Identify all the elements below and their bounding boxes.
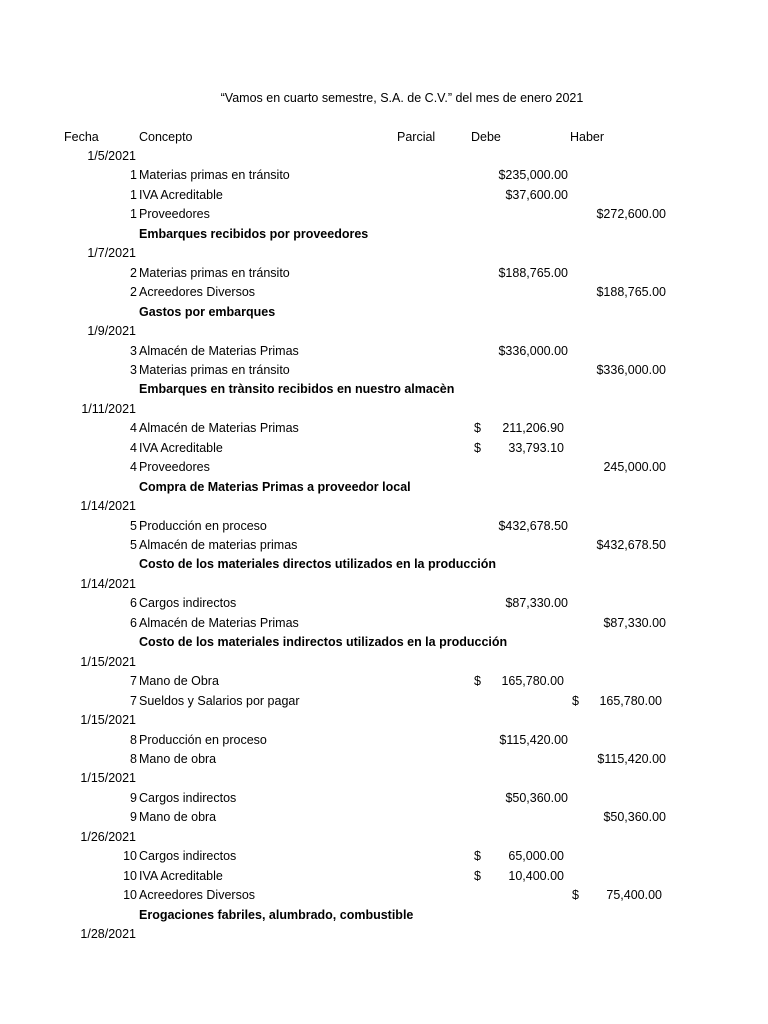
- debit-amount: 65,000.00: [508, 849, 564, 864]
- credit-currency-sign: $: [572, 693, 579, 708]
- date-row: [0, 653, 768, 673]
- credit-amount: $336,000.00: [596, 362, 666, 377]
- journal-row: [0, 166, 768, 186]
- account-name: Cargos indirectos: [139, 596, 237, 611]
- journal-row: [0, 186, 768, 206]
- entry-number: 6: [130, 615, 137, 630]
- entry-number: 1: [130, 207, 137, 222]
- journal-row: [0, 205, 768, 225]
- credit-amount: 245,000.00: [603, 460, 666, 475]
- date-row: [0, 322, 768, 342]
- debit-amount: $37,600.00: [505, 187, 568, 202]
- header-debe: Debe: [471, 130, 501, 144]
- journal-row: [0, 750, 768, 770]
- entry-description: Embarques recibidos por proveedores: [139, 226, 369, 241]
- date-row: [0, 769, 768, 789]
- debit-currency-sign: $: [474, 440, 481, 455]
- account-name: Almacén de Materias Primas: [139, 343, 299, 358]
- description-row: [0, 303, 768, 323]
- debit-amount: $115,420.00: [499, 732, 568, 747]
- date-row: [0, 497, 768, 517]
- description-row: [0, 225, 768, 245]
- journal-row: [0, 692, 768, 712]
- entry-number: 1: [130, 168, 137, 183]
- journal-row: [0, 283, 768, 303]
- entry-number: 1: [130, 187, 137, 202]
- debit-amount: 33,793.10: [508, 440, 564, 455]
- journal-row: [0, 614, 768, 634]
- journal-row: [0, 847, 768, 867]
- entry-date: 1/7/2021: [87, 246, 136, 261]
- document-title: “Vamos en cuarto semestre, S.A. de C.V.” del mes de enero 2021: [220, 91, 584, 105]
- entry-description: Erogaciones fabriles, alumbrado, combustible: [139, 907, 414, 922]
- journal-row: [0, 361, 768, 381]
- entry-description: Gastos por embarques: [139, 304, 276, 319]
- entry-description: Costo de los materiales indirectos utilizados en la producción: [139, 635, 508, 650]
- account-name: Mano de obra: [139, 810, 217, 825]
- credit-amount: $272,600.00: [596, 207, 666, 222]
- entry-number: 7: [130, 693, 137, 708]
- entry-number: 10: [123, 868, 137, 883]
- credit-amount: 165,780.00: [599, 693, 662, 708]
- entry-date: 1/15/2021: [80, 654, 136, 669]
- account-name: Materias primas en tránsito: [139, 168, 290, 183]
- credit-amount: $115,420.00: [597, 751, 666, 766]
- entry-date: 1/9/2021: [87, 324, 136, 339]
- account-name: Mano de Obra: [139, 674, 219, 689]
- debit-currency-sign: $: [474, 849, 481, 864]
- entry-number: 10: [123, 849, 137, 864]
- header-fecha: Fecha: [64, 130, 99, 144]
- entry-date: 1/26/2021: [80, 829, 136, 844]
- entry-number: 5: [130, 538, 137, 552]
- account-name: Almacén de Materias Primas: [139, 421, 299, 436]
- debit-amount: $188,765.00: [498, 265, 568, 280]
- entry-date: 1/11/2021: [81, 401, 136, 416]
- debit-amount: $432,678.50: [498, 518, 568, 533]
- journal-row: [0, 789, 768, 809]
- account-name: Sueldos y Salarios por pagar: [139, 693, 300, 708]
- journal-row: [0, 731, 768, 751]
- entry-number: 7: [130, 674, 137, 689]
- debit-amount: 211,206.90: [502, 421, 564, 436]
- date-row: [0, 925, 768, 945]
- account-name: Mano de obra: [139, 751, 217, 766]
- account-name: Materias primas en tránsito: [139, 265, 290, 280]
- account-name: Cargos indirectos: [139, 790, 237, 805]
- entry-number: 4: [130, 440, 137, 455]
- entry-date: 1/14/2021: [80, 576, 136, 591]
- debit-amount: $336,000.00: [498, 343, 568, 358]
- account-name: IVA Acreditable: [139, 868, 223, 883]
- entry-number: 10: [123, 888, 137, 903]
- entry-number: 8: [130, 732, 137, 747]
- credit-amount: $87,330.00: [603, 615, 666, 630]
- date-row: [0, 244, 768, 264]
- account-name: Materias primas en tránsito: [139, 362, 290, 377]
- journal-row: [0, 536, 768, 556]
- account-name: Proveedores: [139, 460, 210, 475]
- entry-number: 5: [130, 518, 137, 533]
- date-row: [0, 400, 768, 420]
- header-haber: Haber: [570, 130, 605, 144]
- credit-amount: $188,765.00: [596, 285, 666, 300]
- entry-number: 3: [130, 362, 137, 377]
- account-name: Acreedores Diversos: [139, 285, 256, 300]
- debit-amount: $235,000.00: [498, 168, 568, 183]
- credit-currency-sign: $: [572, 888, 579, 903]
- account-name: IVA Acreditable: [139, 440, 223, 455]
- debit-amount: $50,360.00: [505, 790, 568, 805]
- journal-row: [0, 808, 768, 828]
- account-name: Producción en proceso: [139, 518, 267, 533]
- entry-number: 2: [130, 265, 137, 280]
- entry-date: 1/28/2021: [80, 927, 136, 941]
- debit-amount: 165,780.00: [501, 674, 564, 689]
- journal-row: [0, 458, 768, 478]
- journal-row: [0, 517, 768, 537]
- account-name: Acreedores Diversos: [139, 888, 256, 903]
- description-row: [0, 478, 768, 498]
- entry-date: 1/5/2021: [87, 149, 136, 163]
- journal-row: [0, 594, 768, 614]
- date-row: [0, 575, 768, 595]
- entry-description: Costo de los materiales directos utilizados en la producción: [139, 557, 497, 572]
- entry-number: 9: [130, 810, 137, 825]
- account-name: IVA Acreditable: [139, 187, 223, 202]
- account-name: Producción en proceso: [139, 732, 267, 747]
- account-name: Proveedores: [139, 207, 210, 222]
- entry-date: 1/14/2021: [80, 499, 136, 514]
- entry-number: 2: [130, 285, 137, 300]
- account-name: Cargos indirectos: [139, 849, 237, 864]
- date-row: [0, 711, 768, 731]
- journal-row: [0, 672, 768, 692]
- date-row: [0, 147, 768, 167]
- debit-currency-sign: $: [474, 674, 481, 689]
- credit-amount: 75,400.00: [606, 888, 662, 903]
- debit-amount: $87,330.00: [505, 596, 568, 611]
- description-row: [0, 555, 768, 575]
- credit-amount: $50,360.00: [603, 810, 666, 825]
- journal-row: [0, 867, 768, 887]
- entry-number: 4: [130, 460, 137, 475]
- entry-number: 3: [130, 343, 137, 358]
- entry-number: 9: [130, 790, 137, 805]
- journal-row: [0, 342, 768, 362]
- description-row: [0, 380, 768, 400]
- account-name: Almacén de materias primas: [139, 538, 298, 552]
- entry-date: 1/15/2021: [80, 771, 136, 786]
- header-parcial: Parcial: [397, 130, 436, 144]
- entry-number: 8: [130, 751, 137, 766]
- description-row: [0, 633, 768, 653]
- header-concepto: Concepto: [139, 130, 193, 144]
- entry-date: 1/15/2021: [80, 713, 136, 728]
- account-name: Almacén de Materias Primas: [139, 615, 299, 630]
- debit-currency-sign: $: [474, 421, 481, 436]
- credit-amount: $432,678.50: [596, 538, 666, 552]
- entry-description: Embarques en trànsito recibidos en nuestro almacèn: [139, 382, 455, 397]
- debit-amount: 10,400.00: [508, 868, 564, 883]
- entry-description: Compra de Materias Primas a proveedor local: [139, 479, 411, 494]
- date-row: [0, 828, 768, 848]
- entry-number: 6: [130, 596, 137, 611]
- journal-row: [0, 264, 768, 284]
- journal-row: [0, 419, 768, 439]
- journal-row: [0, 439, 768, 459]
- debit-currency-sign: $: [474, 868, 481, 883]
- entry-number: 4: [130, 421, 137, 436]
- journal-row: [0, 886, 768, 906]
- description-row: [0, 906, 768, 926]
